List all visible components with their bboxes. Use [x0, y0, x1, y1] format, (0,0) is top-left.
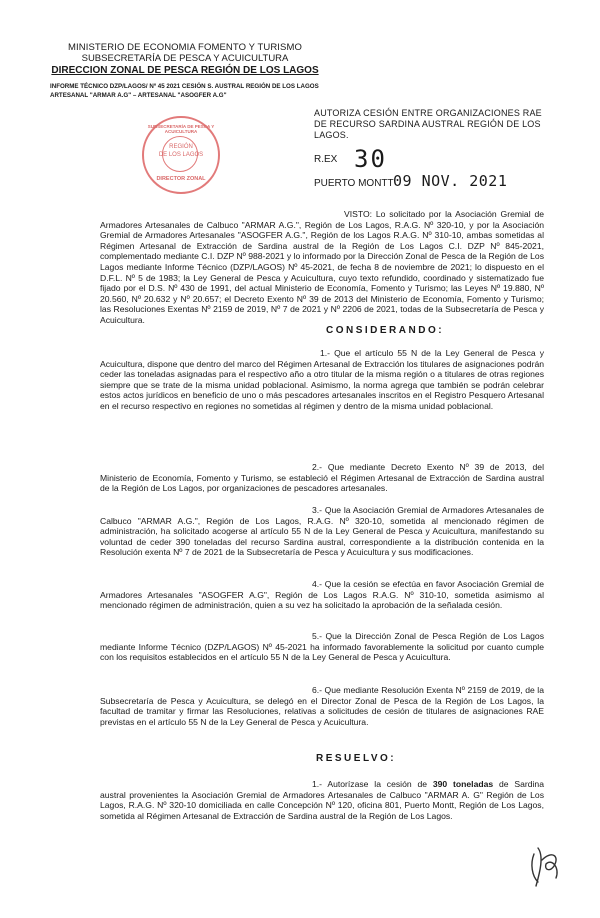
reference-line-1: INFORME TÉCNICO DZP/LAGOS/ Nº 45 2021 CESIÓN S. AUSTRAL REGIÓN DE LOS LAGOS [50, 83, 319, 90]
resuelvo-lead: 1.- Autorízase la cesión de [312, 779, 428, 789]
resolution-number: 30 [354, 145, 387, 173]
considerando-item-4: 4.- Que la cesión se efectúa en favor Asociación Gremial de Armadores Artesanales "ASOGFER A.G", Región de Los Lagos R.A.G. Nº 310-10, sometida asimismo al mencionado régimen de administración, quien a su vez ha solicitado la aprobación de la señalada cesión. [100, 579, 544, 611]
reference-line-2: ARTESANAL "ARMAR A.G" – ARTESANAL "ASOGFER A.G" [50, 92, 227, 99]
stamp-bottom-text: DIRECTOR ZONAL [156, 176, 206, 182]
subsecretariat-name: SUBSECRETARÍA DE PESCA Y ACUICULTURA [81, 53, 289, 64]
resuelvo-heading: RESUELVO: [316, 753, 397, 764]
considerando-item-5: 5.- Que la Dirección Zonal de Pesca Región de Los Lagos mediante Informe Técnico (DZP/LAGOS) Nº 45-2021 ha informado favorablemente la solicitud por cuanto cumple con los requisitos establecidos en el artículo 55 N de la Ley General de Pesca y Acuicultura. [100, 631, 544, 663]
signature-mark [526, 842, 566, 892]
resuelvo-amount: 390 toneladas [432, 779, 494, 789]
official-stamp [142, 116, 220, 194]
resuelvo-rest: de Sardina austral provenientes la Asociación Gremial de Armadores Artesanales de Calbuco "ARMAR A. G" Región de Los Lagos, R.A.G. Nº 320-10 domiciliada en calle Concepción Nº 120, oficina 801, Puerto Montt, Región de Los Lagos, sometida al Régimen Artesanal de Extracción de Sardina austral de la Región de Los Lagos. [100, 779, 544, 821]
visto-paragraph: VISTO: Lo solicitado por la Asociación Gremial de Armadores Artesanales de Calbuco "ARMAR A.G.", Región de Los Lagos, R.A.G. Nº 320-10, y por la Asociación Gremial de Armadores Artesanales "ASOGFER A.G.", Región de los Lagos R.A.G. Nº 310-10, ambas sometidas al Régimen Artesanal de Extracción de Sardina austral de la Región de Los Lagos C.I. DZP Nº 845-2021, complementado mediante C.I. DZP Nº 988-2021 y lo informado por la Dirección Zonal de Pesca de la Región de Los Lagos mediante Informe Técnico (DZP/LAGOS) Nº 45-2021, de fecha 8 de noviembre de 2021; lo dispuesto en el D.F.L. Nº 5 de 1983; la Ley General de Pesca y Acuicultura, cuyo texto refundido, coordinado y sistematizado fue fijado por el D.S. Nº 430 de 1991, del actual Ministerio de Economía, Fomento y Turismo; las Leyes Nº 19.880, Nº 20.560, Nº 20.632 y Nº 20.657; el Decreto Exento Nº 39 de 2013 del Ministerio de Economía, Fomento y Turismo; las Resoluciones Exentas Nº 2159 de 2019, Nº 7 de 2021 y Nº 2206 de 2021, todas de la Subsecretaría de Pesca y Acuicultura. [100, 209, 544, 325]
considerando-item-2: 2.- Que mediante Decreto Exento Nº 39 de 2013, del Ministerio de Economía, Fomento y Turismo, se estableció el Régimen Artesanal de Extracción de Sardina austral de la Región de Los Lagos, por organizaciones de pescadores artesanales. [100, 462, 544, 494]
letterhead [50, 42, 320, 77]
resuelvo-item-1 [100, 779, 544, 821]
considerando-item-1: 1.- Que el artículo 55 N de la Ley General de Pesca y Acuicultura, dispone que dentro del marco del Régimen Artesanal de Extracción los titulares de asignaciones podrán ceder las toneladas asignadas para el respectivo año a otro titular de la misma región o a titulares de otras regiones siempre que se trate de la misma unidad poblacional. Asimismo, la norma agrega que también se podrán celebrar estos actos jurídicos en beneficio de uno o más pescadores artesanales inscritos en el Registro Pesquero Artesanal en el recurso respectivo en regiones no sometidas al régimen y dentro de la misma unidad poblacional. [100, 348, 544, 411]
considerando-item-6: 6.- Que mediante Resolución Exenta Nº 2159 de 2019, de la Subsecretaría de Pesca y Acuicultura, se delegó en el Director Zonal de Pesca de la Región de Los Lagos, la facultad de tramitar y firmar las Resoluciones, relativas a solicitudes de cesión de titulares de asignaciones RAE previstas en el artículo 55 N de la Ley General de Pesca y Acuicultura. [100, 685, 544, 727]
considerando-heading: CONSIDERANDO: [326, 325, 445, 336]
stamp-region-text: REGIÓN [169, 144, 193, 150]
ministry-name: MINISTERIO DE ECONOMIA FOMENTO Y TURISMO [68, 42, 302, 53]
resolution-subject: AUTORIZA CESIÓN ENTRE ORGANIZACIONES RAE DE RECURSO SARDINA AUSTRAL REGIÓN DE LOS LAGOS. [314, 108, 542, 140]
resolution-prefix: R.EX [314, 154, 338, 165]
stamp-lagos-text: DE LOS LAGOS [158, 152, 204, 158]
reference-block [50, 82, 350, 100]
stamp-top-text: SUBSECRETARÍA DE PESCA Y ACUICULTURA [147, 124, 215, 134]
resolution-place: PUERTO MONTT [314, 178, 394, 189]
directorate-name: DIRECCION ZONAL DE PESCA REGIÓN DE LOS LAGOS [51, 65, 319, 76]
considerando-item-3: 3.- Que la Asociación Gremial de Armadores Artesanales de Calbuco "ARMAR A.G.", Región de Los Lagos, R.A.G. Nº 320-10, sometida al mencionado régimen de administración, ha solicitado acogerse al artículo 55 N de la Ley General de Pesca y Acuicultura, manifestando su voluntad de ceder 390 toneladas del recurso Sardina austral, correspondiente a la distribución contenida en la Resolución exenta Nº 7 de 2021 de la Subsecretaría de Pesca y Acuicultura y sus modificaciones. [100, 505, 544, 558]
resolution-date: 09 NOV. 2021 [393, 172, 508, 190]
